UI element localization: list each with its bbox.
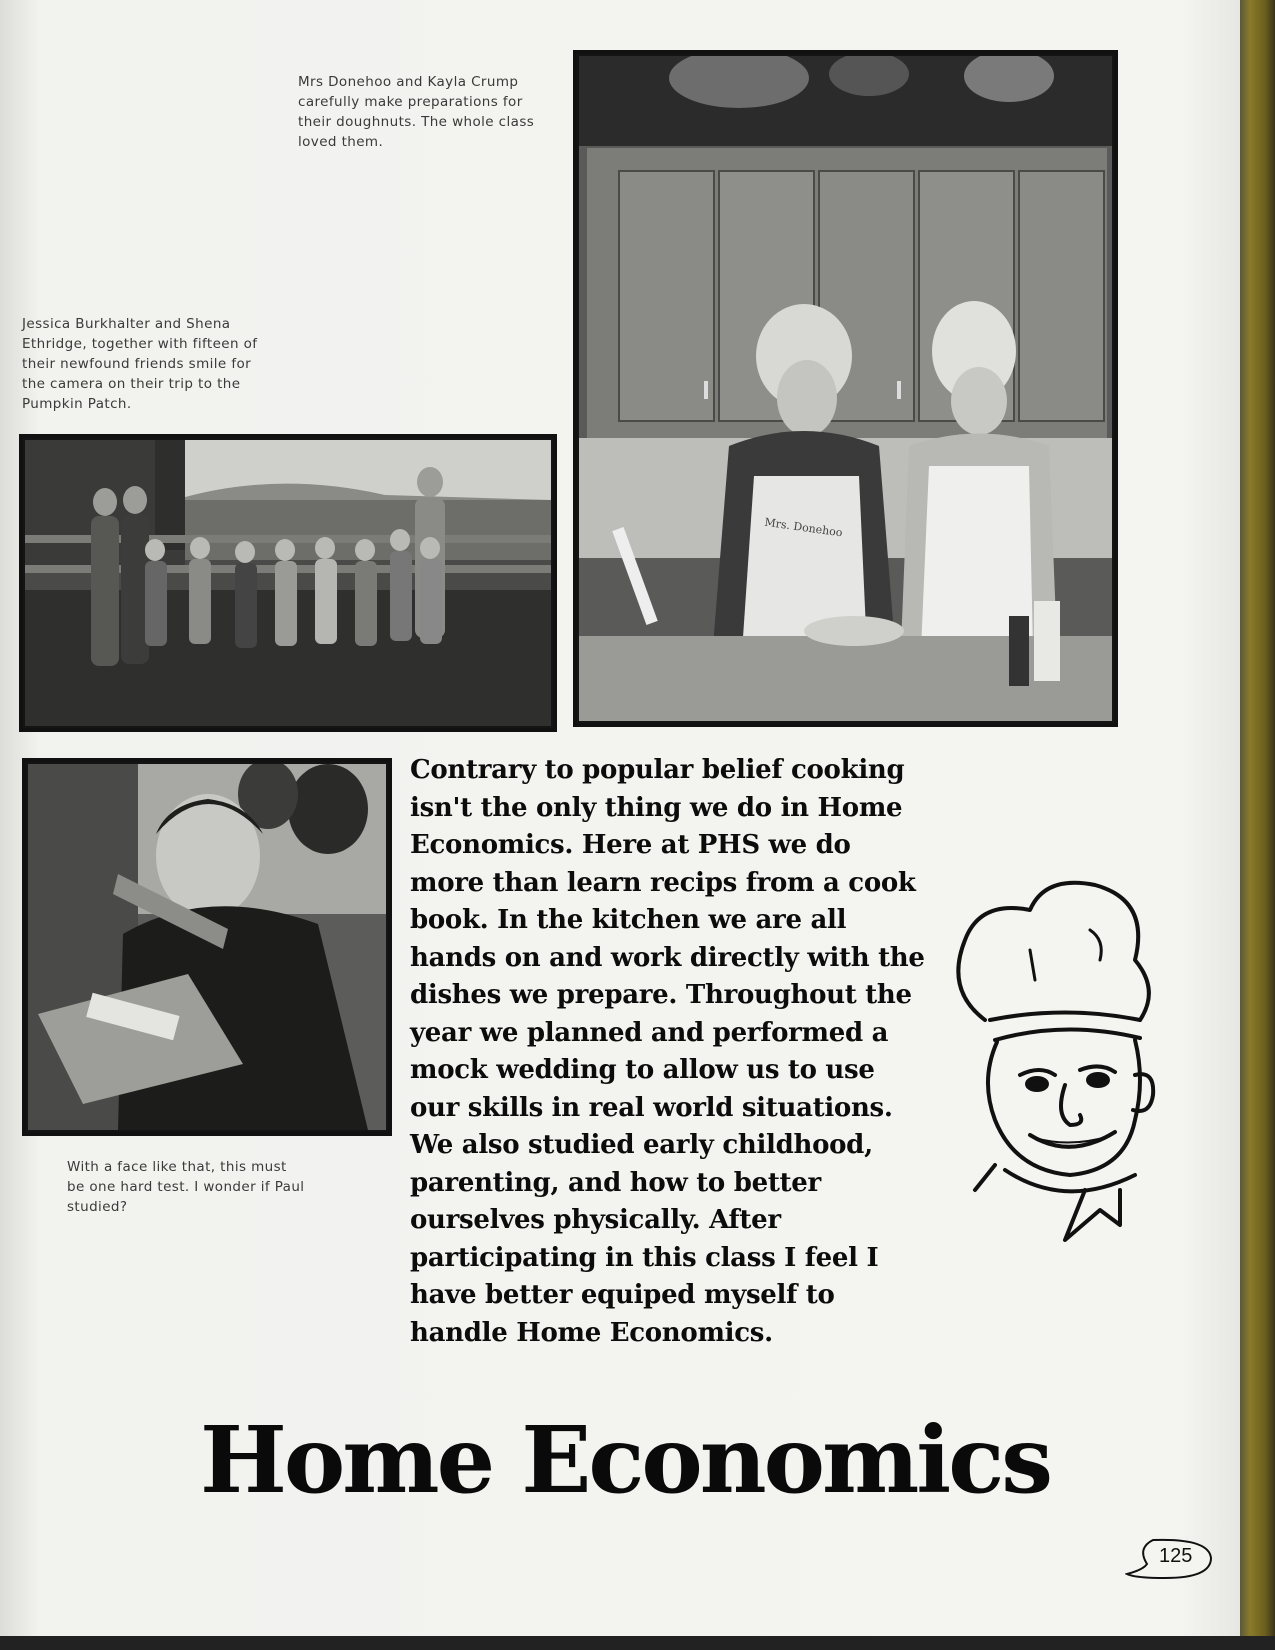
article-body-text: Contrary to popular belief cooking isn't the only thing we do in Home Economics. Here at PHS we do more than learn recips from a cook book. In the kitchen we are all hands on and work directly with the dishes we prepare. Throughout the year we planned and performed a mock wedding to allow us to use our skills in real world situations. We also studied early childhood, parenting, and how to better ourselves physically. After participating in this class I feel I have better equiped myself to handle Home Economics. — [410, 755, 925, 1348]
apron-name-text: Mrs. Donehoo — [763, 515, 844, 540]
pumpkin-photo-caption: Jessica Burkhalter and Shena Ethridge, together with fifteen of their newfound friends smile for the camera on their trip to the Pumpkin Patch. — [22, 316, 258, 412]
pumpkin-patch-photo — [19, 434, 557, 732]
page-bottom-edge — [0, 1636, 1275, 1650]
kitchen-scene-illustration — [579, 56, 1112, 721]
kitchen-photo-caption: Mrs Donehoo and Kayla Crump carefully make preparations for their doughnuts. The whole class loved them. — [298, 74, 535, 150]
pumpkin-patch-scene-illustration — [25, 440, 551, 726]
classroom-test-photo — [22, 758, 392, 1136]
chef-illustration — [935, 870, 1175, 1245]
book-spine-edge — [1240, 0, 1275, 1650]
classroom-scene-illustration — [28, 764, 386, 1130]
kitchen-photo — [573, 50, 1118, 727]
classroom-photo-caption: With a face like that, this must be one hard test. I wonder if Paul studied? — [67, 1159, 305, 1215]
page-number: 125 — [1159, 1545, 1193, 1567]
page-title: Home Economics — [200, 1406, 1051, 1514]
page-number-bubble — [1125, 1536, 1215, 1582]
